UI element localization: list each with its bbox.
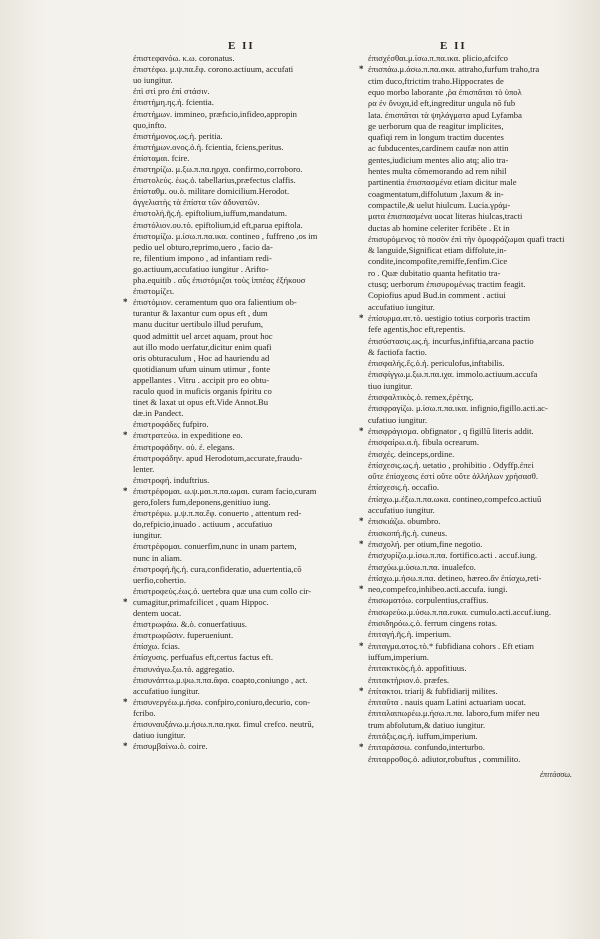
dictionary-line xyxy=(133,64,345,75)
line-text: quafiqi rem in longum tractim ducentes xyxy=(368,132,504,143)
line-text: ἐπιστήμη.ης.ἡ. fcientia. xyxy=(133,97,214,108)
dictionary-line xyxy=(368,155,586,166)
line-text: ἐπιτακτήριον.ὁ. præfes. xyxy=(368,674,450,685)
line-text: ἐπιταγή.ῆς.ἡ. imperium. xyxy=(368,629,452,640)
line-text: ἐπιστρέφω. μ.ψ.π.πα.ἔφ. conuerto , attentum red- xyxy=(133,508,302,519)
line-text: iungitur. xyxy=(133,530,162,541)
dictionary-line xyxy=(368,98,586,109)
dictionary-line xyxy=(133,419,345,430)
line-text: ἐπισύστασις.ως.ἡ. incurfus,infiftia,arcana pactio xyxy=(368,335,534,346)
asterisk-marker: * xyxy=(359,742,364,753)
line-text: trum abfolutum,& datiuo iungitur. xyxy=(368,719,486,730)
line-text: ἐπιστροφάδην. οὐ. ἐ. elegans. xyxy=(133,441,235,452)
asterisk-marker: * xyxy=(359,425,364,436)
dictionary-line xyxy=(133,197,345,208)
line-text: ἐπισφράγισμα. obfignator , q figillū literis addit. xyxy=(368,425,534,436)
dictionary-line xyxy=(368,494,586,505)
line-text: oris obturaculum , Hoc ad hauriendu ad xyxy=(133,352,270,363)
line-text: ἐπὶ στὶ pro ἐπὶ στάσιν. xyxy=(133,86,210,97)
line-text: raculo quod in muficis organis fpiritu co xyxy=(133,386,272,396)
dictionary-line xyxy=(368,132,586,143)
dictionary-line xyxy=(359,312,586,324)
line-text: ἐπιστροφεὺς.έως.ὁ. uertebra quæ una cum collo cir- xyxy=(133,585,312,596)
line-text: tiuo iungitur. xyxy=(368,380,413,391)
dictionary-line xyxy=(368,347,586,358)
line-text: ἐπιστροφή.ῆς.ἡ. cura,confideratio, aduertentia,cō xyxy=(133,563,302,574)
dictionary-line xyxy=(133,220,345,231)
dictionary-line xyxy=(368,675,586,686)
dictionary-line xyxy=(123,297,345,308)
dictionary-line xyxy=(368,595,586,606)
line-text: ἐπισυνάγω.ξω.τὸ. aggregatio. xyxy=(133,663,235,674)
dictionary-line xyxy=(368,87,586,98)
dictionary-line xyxy=(133,75,345,86)
line-text: ἐπισφαλτικὸς.ὁ. remex,ἐρέτης. xyxy=(368,392,474,402)
dictionary-line xyxy=(133,186,345,197)
dictionary-line xyxy=(133,231,345,242)
line-text: coagmentatum,diffolutum ,laxum & in- xyxy=(368,188,504,199)
line-text: do,refpicio,inuado . actiuum , accufatiuo xyxy=(133,519,273,530)
dictionary-line xyxy=(133,86,345,97)
asterisk-marker: * xyxy=(123,430,128,441)
line-text: ctim duco,ftrictim traho.Hippocrates de xyxy=(368,75,504,86)
line-text: appellantes . Vitru . accipit pro eo obtu- xyxy=(133,374,270,385)
line-text: ἐπισυνεργέω.μ.ήσω. confpiro,coniuro,decurio, con- xyxy=(133,696,310,707)
line-text: ἐπισφαλής.ἔς.ὁ.ἡ. periculofus,inftabilis. xyxy=(368,358,505,369)
line-text: ἐπιστηρίζω. μ.ξω.π.πα.ηρχα. confirmo,corroboro. xyxy=(133,164,303,174)
dictionary-line xyxy=(133,120,345,131)
dictionary-line xyxy=(133,397,345,408)
line-text: ἐπίσταμαι. fcire. xyxy=(133,152,190,163)
line-text: ἀγγελιατὴς τὰ ἐπίστα τῶν ἀδυνατῶν. xyxy=(133,197,260,208)
line-text: ἐπιστόλιον.ου.τὸ. epiftolium,id eft,parua epiftola. xyxy=(133,219,303,230)
line-text: ἐπιταλαιπωρέω.μ.ήσω.π.πα. laboro,fum mifer neu xyxy=(368,708,540,719)
dictionary-line xyxy=(133,619,345,630)
line-text: ρα ἐν ὄνυχα,id eft,ingreditur ungula nō fub xyxy=(368,98,516,109)
dictionary-line xyxy=(133,97,345,108)
dictionary-line xyxy=(133,708,345,719)
dictionary-line xyxy=(368,652,586,663)
asterisk-marker: * xyxy=(359,640,364,651)
line-text: lenter. xyxy=(133,463,155,474)
line-text: ἐπισπάω.μ.άσω.π.πα.ακα. attraho,furfum traho,tra xyxy=(368,64,540,75)
line-text: ἐπίσχω.μ.ήσω.π.πα. detineo, hæreo.ἄν ἐπίσχω,reti- xyxy=(368,572,542,583)
line-text: ac fubducentes,cardinem caufæ non attin xyxy=(368,143,509,154)
line-text: ἐπιτακτικὸς.ἡ.ὁ. appofitiuus. xyxy=(368,663,467,674)
line-text: ἐπίσταθμ. ου.ὁ. militare domicilium.Herodot. xyxy=(133,186,290,197)
line-text: ἐπισφραγίζω. μ.ίσω.π.πα.ικα. infignio,figillo.acti.ac- xyxy=(368,403,548,414)
dictionary-line xyxy=(133,686,345,697)
catchword: ἐπιτάσσω. xyxy=(540,770,572,779)
dictionary-line xyxy=(368,403,586,414)
signature-mark-right: E II xyxy=(440,40,467,52)
line-text: ἐπιταρροθος.ὁ. adiutor,robuftus , commilito. xyxy=(368,753,521,764)
dictionary-line xyxy=(133,308,345,319)
dictionary-line xyxy=(133,408,345,419)
asterisk-marker: * xyxy=(359,685,364,696)
line-text: manu ducitur uertibulo illud perufum, xyxy=(133,319,264,330)
line-text: pedio uel obturo,reprimo,uero , facio da- xyxy=(133,241,273,252)
dictionary-line xyxy=(368,528,586,539)
dictionary-line xyxy=(368,607,586,618)
line-text: condite,incompofite,remiffe,fenfim.Cice xyxy=(368,256,508,267)
line-text: uo iungitur. xyxy=(133,75,173,86)
line-text: ἐπισωρεύω.μ.ύσω.π.πα.ευκα. cumulo.acti.accuf.iung. xyxy=(368,606,552,617)
line-text: ἐπιστροφή. induftrius. xyxy=(133,474,210,485)
line-text: ἐπισφαίρω.α.ἡ. fibula ocrearum. xyxy=(368,437,479,448)
dictionary-line xyxy=(368,618,586,629)
dictionary-line xyxy=(368,720,586,731)
dictionary-line xyxy=(368,505,586,516)
dictionary-line xyxy=(133,553,345,564)
dictionary-line xyxy=(368,324,586,335)
line-text: ἐπιταῦτα . nauis quam Latini actuariam uocat. xyxy=(368,697,526,708)
dictionary-line xyxy=(368,392,586,403)
line-text: ἐπιστρωφῶσιν. fuperueniunt. xyxy=(133,630,234,641)
line-text: ἐπίσχω. fcias. xyxy=(133,641,180,652)
line-text: ro . Quæ dubitatio quanta hefitatio tra- xyxy=(368,267,501,278)
line-text: fefe agentis,hoc eft,repentis. xyxy=(368,324,466,335)
line-text: ἐπιταράσσω. confundo,interturbo. xyxy=(368,742,485,753)
dictionary-line xyxy=(368,562,586,573)
asterisk-marker: * xyxy=(359,516,364,527)
dictionary-line xyxy=(133,519,345,530)
line-text: ἐπισυναυξάνω.μ.ήσω.π.πα.ηκα. fimul crefco. neutrū, xyxy=(133,719,314,729)
line-text: & factiofa factio. xyxy=(368,346,427,357)
dictionary-line xyxy=(368,143,586,154)
line-text: aut illo modo uerfatur,dicitur enim quafi xyxy=(133,341,272,352)
line-text: ἐπισκιάζω. obumbro. xyxy=(368,516,441,527)
dictionary-line xyxy=(133,541,345,552)
dictionary-line xyxy=(133,131,345,142)
dictionary-line xyxy=(133,264,345,275)
line-text: dentem uocat. xyxy=(133,608,182,618)
dictionary-line xyxy=(133,442,345,453)
signature-mark-left: E II xyxy=(228,40,255,52)
line-text: fcribo. xyxy=(133,707,156,718)
line-text: ἐπίσχεσις.ἡ. occafio. xyxy=(368,482,440,493)
dictionary-line xyxy=(368,731,586,742)
dictionary-line xyxy=(133,53,345,64)
dictionary-line xyxy=(368,629,586,640)
dictionary-line xyxy=(133,175,345,186)
dictionary-line xyxy=(133,142,345,153)
dictionary-line xyxy=(368,482,586,493)
dictionary-line xyxy=(368,754,586,765)
dictionary-line xyxy=(368,415,586,426)
line-text: uerfio,cohertio. xyxy=(133,574,186,585)
line-text: lata. ἐπισπᾶται τὰ ψηλάγματα apud Lyfamba xyxy=(368,109,522,120)
dictionary-line xyxy=(133,286,345,297)
dictionary-line xyxy=(133,464,345,475)
dictionary-line xyxy=(368,697,586,708)
dictionary-line xyxy=(368,358,586,369)
dictionary-line xyxy=(123,696,345,708)
line-text: quotidianum ufum uinum utimur , fonte xyxy=(133,363,271,374)
line-text: ἐπισωματόω. corpulentius,craffius. xyxy=(368,595,489,606)
dictionary-line xyxy=(133,242,345,253)
dictionary-line xyxy=(368,256,586,267)
line-text: ἐπισιδηρόω.ς.ὁ. ferrum cingens rotas. xyxy=(368,618,498,628)
dictionary-line xyxy=(359,742,586,753)
dictionary-line xyxy=(133,586,345,597)
line-text: ἐπιτάξις.ας.ἡ. iuffum,imperium. xyxy=(368,731,478,741)
line-text: ματα ἐπισπασμένα uocat literas hiulcas,tracti xyxy=(368,211,523,222)
line-text: ἐπιστεφανόω. κ.ω. coronatus. xyxy=(133,53,235,63)
dictionary-line xyxy=(368,663,586,674)
dictionary-line xyxy=(368,381,586,392)
line-text: ἐπιστήμονος.ως.ἡ. peritia. xyxy=(133,130,223,141)
dictionary-line xyxy=(133,164,345,175)
line-text: quod admittit uel arcet aquam, prout hoc xyxy=(133,330,273,341)
dictionary-line xyxy=(359,516,586,527)
line-text: ἐπισκοπή.ῆς.ἡ. cuneus. xyxy=(368,527,448,538)
line-text: ἐπισχολή. per otium,fine negotio. xyxy=(368,538,483,549)
dictionary-line xyxy=(133,375,345,386)
line-text: ἐπίσχυσις. perfuafus eft,certus factus eft. xyxy=(133,652,273,663)
line-text: gero,folers fum,deponens,genitiuo iung. xyxy=(133,497,271,507)
dictionary-line xyxy=(133,497,345,508)
line-text: ἐπισχέσθαι.μ.ίσω.π.πα.ικα. plicio,afcifco xyxy=(368,53,508,63)
line-text: accufatiuo iungitur. xyxy=(133,685,200,696)
line-text: ἐπίσχω.μ.έξω.π.πα.ωκα. contineo,compefco.actiuū xyxy=(368,493,542,504)
line-text: ἐπιταγμα.ατος.τὸ.* fubfidiana cohors . Eft etiam xyxy=(368,640,534,651)
asterisk-marker: * xyxy=(359,538,364,549)
line-text: ἐπιστρέφομαι. conuerfim,nunc in unam partem, xyxy=(133,541,297,552)
line-text: hentes multa cōmemorando ad rem nihil xyxy=(368,166,507,176)
line-text: ἐπιστροφάδες fufpiro. xyxy=(133,419,209,430)
line-text: ἐπιστέφω. μ.ψ.πα.ἔφ. corono.actiuum, accufati xyxy=(133,64,294,75)
line-text: gentes,iudicium mentes alio atq; alio tra- xyxy=(368,154,509,165)
dictionary-line xyxy=(133,208,345,219)
line-text: ἐπισφίγγω.μ.ξω.π.πα.ιχα. immolo.actiuum.accufa xyxy=(368,369,538,380)
line-text: ἐπιστόμιον. ceramentum quo ora falientium ob- xyxy=(133,297,297,308)
dictionary-line xyxy=(368,471,586,482)
dictionary-line xyxy=(133,342,345,353)
dictionary-line xyxy=(368,245,586,256)
dictionary-line xyxy=(123,485,345,497)
line-text: οὔτε ἐπίσχεσις ἐστί οὔτε οὔτε ἀλλήλων χρήσασθ. xyxy=(368,471,538,482)
dictionary-line xyxy=(123,741,345,752)
line-text: ἐπισχύω.μ.ύσω.π.πα. inualefco. xyxy=(368,561,476,572)
asterisk-marker: * xyxy=(123,741,128,752)
line-text: go.actiuum,accufatiuo iungitur . Arifto- xyxy=(133,263,269,274)
line-text: ἐπιστολή.ῆς.ἡ. epiftolium,iuffum,mandatum. xyxy=(133,208,287,219)
dictionary-line xyxy=(368,223,586,234)
asterisk-marker: * xyxy=(359,584,364,595)
dictionary-line xyxy=(123,430,345,441)
asterisk-marker: * xyxy=(123,485,128,496)
line-text: ἐπισυμβαίνω.ὁ. coire. xyxy=(133,741,208,752)
dictionary-line xyxy=(368,166,586,177)
dictionary-line xyxy=(368,279,586,290)
line-text: ἐπίσχεσις.ως.ἡ. uetatio , prohibitio . Odyffp.ἐπεί xyxy=(368,459,534,470)
line-text: Copiofius apud Bud.in comment . actiui xyxy=(368,290,506,301)
line-text: ctusq; uerborum ἐπισυρομένως tractim feagit. xyxy=(368,279,526,289)
line-text: compactile,& uelut hiulcum. Lucia.γράμ- xyxy=(368,199,511,210)
line-text: ἐπίτακτοι. triarij & fubfidiarij milites. xyxy=(368,685,498,696)
dictionary-line xyxy=(133,575,345,586)
dictionary-line xyxy=(368,268,586,279)
line-text: iuffum,imperium. xyxy=(368,651,429,662)
dictionary-line xyxy=(368,336,586,347)
line-text: ge uerborum qua de reagitur implicites, xyxy=(368,120,504,131)
line-text: datiuo iungitur. xyxy=(133,730,186,741)
dictionary-line xyxy=(368,189,586,200)
dictionary-line xyxy=(368,290,586,301)
line-text: ἐπισχυρίζω.μ.ίσω.π.πα. fortifico.acti . accuf.iung. xyxy=(368,550,538,561)
line-text: ἐπιστήμων.ονος.ὁ.ἡ. fcientia, fciens,peritus. xyxy=(133,141,284,152)
line-text: cumagitur,primafcilicet , quam Hippoc. xyxy=(133,596,269,607)
dictionary-line xyxy=(133,608,345,619)
dictionary-line xyxy=(368,234,586,245)
line-text: partinentia ἐπισπασμένα etiam dicitur male xyxy=(368,177,517,188)
asterisk-marker: * xyxy=(123,297,128,308)
line-text: & languide,Significat etiam diffolute,in- xyxy=(368,245,507,256)
dictionary-line xyxy=(368,76,586,87)
asterisk-marker: * xyxy=(123,596,128,607)
line-text: ἐπιστήμων. immineo, præfıcio,infideo,appropin xyxy=(133,108,297,119)
dictionary-line xyxy=(133,253,345,264)
line-text: pha.equitib . αὖς ἐπιστόμιζαι τοὺς ἱππέας ἐξήκουσ xyxy=(133,275,306,285)
line-text: nunc in aliam. xyxy=(133,552,182,563)
dictionary-line xyxy=(133,353,345,364)
dictionary-line xyxy=(133,675,345,686)
dictionary-line xyxy=(359,584,586,595)
line-text: dæ.in Pandect. xyxy=(133,408,184,419)
line-text: cufatiuo iungitur. xyxy=(368,414,428,425)
line-text: accufatiuo iungitur. xyxy=(368,301,435,312)
dictionary-line xyxy=(359,685,586,697)
dictionary-line xyxy=(133,652,345,663)
dictionary-line xyxy=(368,211,586,222)
dictionary-line xyxy=(359,640,586,652)
dictionary-line xyxy=(133,109,345,120)
line-text: re, filentium impono , ad infantiam redi- xyxy=(133,252,272,263)
asterisk-marker: * xyxy=(123,696,128,707)
dictionary-line xyxy=(368,550,586,561)
dictionary-line xyxy=(133,275,345,286)
line-text: ἐπιστρέφομαι. ω.ψ.μαι.π.πα.ωμαι. curam facio,curam xyxy=(133,485,317,496)
dictionary-line xyxy=(368,369,586,380)
dictionary-line xyxy=(133,453,345,464)
line-text: ἐπισυνάπτω.μ.ψω.π.πα.ᾶφα. coapto,coniungo , act. xyxy=(133,674,308,685)
dictionary-line xyxy=(123,596,345,608)
dictionary-line xyxy=(368,437,586,448)
dictionary-line xyxy=(368,449,586,460)
dictionary-line xyxy=(133,564,345,575)
line-text: ἐπιστρατεύω. in expeditione eo. xyxy=(133,430,243,441)
line-text: accufatiuo iungitur. xyxy=(368,505,435,515)
dictionary-line xyxy=(368,110,586,121)
dictionary-line xyxy=(368,53,586,64)
dictionary-line xyxy=(133,319,345,330)
line-text: neo,compefco,inhibeo.acti.accufa. iungi. xyxy=(368,584,508,595)
dictionary-line xyxy=(133,475,345,486)
dictionary-line xyxy=(359,538,586,550)
line-text: ἐπίσυρμα.ατ.τὸ. uestigio totius corporis tractim xyxy=(368,312,531,323)
dictionary-line xyxy=(133,153,345,164)
line-text: ἐπισχές. deinceps,ordine. xyxy=(368,448,455,459)
dictionary-line xyxy=(133,331,345,342)
dictionary-line xyxy=(133,630,345,641)
dictionary-line xyxy=(133,664,345,675)
dictionary-line xyxy=(133,386,345,397)
line-text: ἐπισυρόμενος τὸ ποσὸν ἐπὶ τὴν ὁμοφράζωμαι quafi tracti xyxy=(368,233,565,244)
dictionary-line xyxy=(133,364,345,375)
line-text: ductas ab homine celeriter fcribēte . Et in xyxy=(368,222,510,233)
line-text: quo,infto. xyxy=(133,119,167,130)
dictionary-line xyxy=(368,200,586,211)
dictionary-line xyxy=(368,177,586,188)
dictionary-line xyxy=(359,64,586,75)
dictionary-line xyxy=(368,302,586,313)
line-text: ἐπιστομίζω. μ.ίσω.π.πα.ικα. contineo , fuffreno ,os im xyxy=(133,230,318,241)
dictionary-line xyxy=(133,641,345,652)
dictionary-line xyxy=(368,708,586,719)
line-text: tinet & laxat ut opus eft.Vide Annot.Bu xyxy=(133,397,269,408)
dictionary-line xyxy=(133,719,345,730)
asterisk-marker: * xyxy=(359,64,364,75)
dictionary-line xyxy=(368,573,586,584)
line-text: ἐπιστομίζει. xyxy=(133,286,175,297)
dictionary-line xyxy=(368,460,586,471)
asterisk-marker: * xyxy=(359,312,364,323)
dictionary-line xyxy=(133,730,345,741)
line-text: ἐπιστρωφάω. &.ὁ. conuerfatiuus. xyxy=(133,619,248,630)
line-text: ἐπιστολεύς. έως.ὁ. tabellarius,præfectus claffis. xyxy=(133,175,296,186)
dictionary-line xyxy=(133,530,345,541)
dictionary-line xyxy=(368,121,586,132)
dictionary-line xyxy=(359,425,586,437)
line-text: ἐπιστροφάδην. apud Herodotum,accurate,fraudu- xyxy=(133,452,303,463)
line-text: equo morbo laborante ,ῥα ἐπισπᾶται τὸ ὑπολ xyxy=(368,86,522,97)
dictionary-line xyxy=(133,508,345,519)
line-text: turantur & laxantur cum opus eft , dum xyxy=(133,308,268,319)
